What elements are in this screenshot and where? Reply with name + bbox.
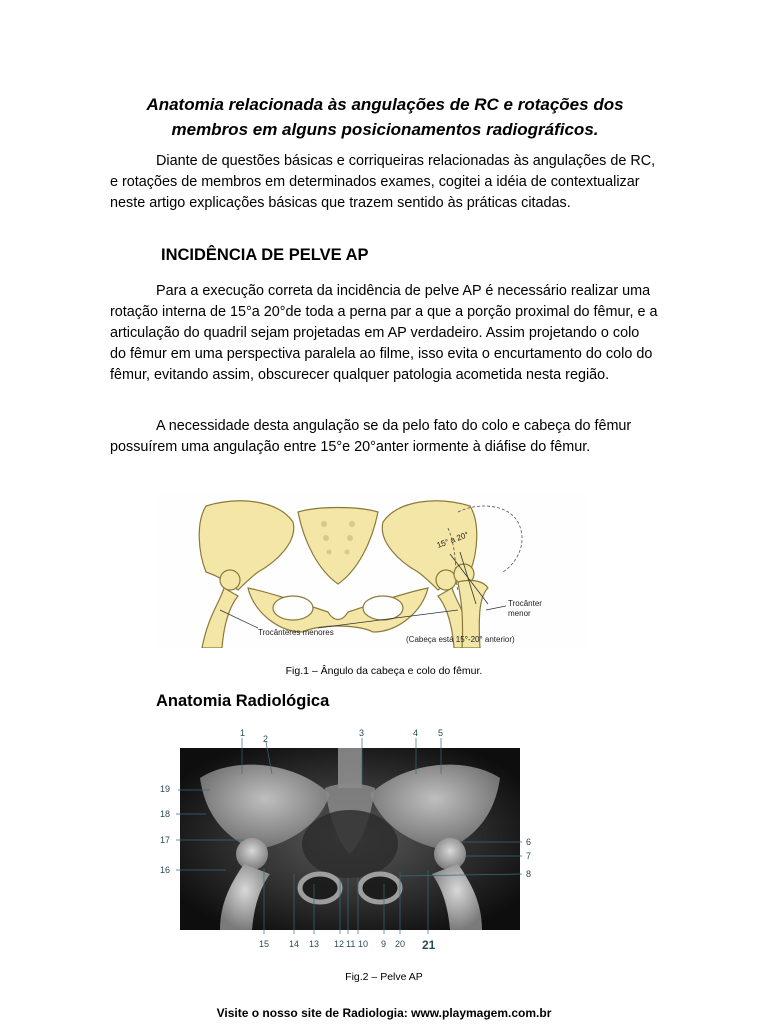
xray-number-7: 7 [526,851,532,861]
section1-para1-text: Para a execução correta da incidência de pelve AP é necessário realizar uma rotação interna de 15°a 20°de toda a perna par a que a porção proximal do fêmur, e a articulação do quadril sejam projetadas em AP verdadeiro. Assim projetando o colo do fêmur em uma perspectiva paralela ao filme, isso evita o encurtamento do colo do fêmur, evitando assim, obscurecer qualquer patologia acometida nesta região. [110,283,658,383]
section-heading-anatomia-radiologica: Anatomia Radiológica [156,692,330,710]
xray-number-14: 14 [289,939,300,949]
xray-number-13: 13 [309,939,320,949]
xray-number-21: 21 [422,938,436,952]
xray-number-5: 5 [438,728,444,738]
pelvis-bones [199,501,477,648]
xray-number-12: 12 [334,939,345,949]
label-angle: 15° a 20° [435,530,470,550]
figure-2-caption: Fig.2 – Pelve AP [345,971,423,983]
xray-number-10: 10 [358,939,369,949]
label-trocanter: Trocânter [508,599,542,608]
label-cabeca-anterior: (Cabeça está 15°-20° anterior) [406,635,515,644]
document-title [100,92,670,142]
figure-1-pelvis-illustration [158,492,588,648]
intro-paragraph [110,151,658,214]
figure-2-pelvis-xray [160,724,542,956]
intro-text: Diante de questões básicas e corriqueiras relacionadas às angulações de RC, e rotações de membros em determinados exames, cogitei a idéia de contextualizar neste artigo explicações básicas que trazem sentido às práticas citadas. [110,153,656,211]
figure-1-caption: Fig.1 – Ângulo da cabeça e colo do fêmur. [285,665,483,677]
xray-number-15: 15 [259,939,270,949]
xray-number-3: 3 [359,728,365,738]
xray-drawing [160,724,542,956]
xray-number-6: 6 [526,837,532,847]
footer-site-link[interactable]: Visite o nosso site de Radiologia: www.playmagem.com.br [216,1006,552,1020]
title-line-1: Anatomia relacionada às angulações de RC e rotações dos [146,95,624,114]
xray-number-8: 8 [526,869,532,879]
label-trocanteres-menores: Trocânteres menores [258,628,334,637]
xray-number-1: 1 [240,728,246,738]
xray-number-4: 4 [413,728,419,738]
xray-number-11: 11 [346,939,356,949]
title-line-2: membros em alguns posicionamentos radiográficos. [171,120,599,139]
xray-number-19: 19 [160,784,171,794]
section-heading-pelve-ap: INCIDÊNCIA DE PELVE AP [161,246,369,264]
xray-number-2: 2 [263,734,269,744]
label-menor: menor [508,609,531,618]
xray-number-9: 9 [381,939,387,949]
xray-number-20: 20 [395,939,406,949]
xray-number-18: 18 [160,809,171,819]
xray-number-17: 17 [160,835,171,845]
section1-paragraph-1 [110,281,658,386]
xray-number-16: 16 [160,865,171,875]
pelvis-drawing [158,492,588,648]
section1-paragraph-2 [110,416,658,458]
section1-para2-text: A necessidade desta angulação se da pelo fato do colo e cabeça do fêmur possuírem uma angulação entre 15°e 20°anter iormente à diáfise do fêmur. [110,418,632,455]
